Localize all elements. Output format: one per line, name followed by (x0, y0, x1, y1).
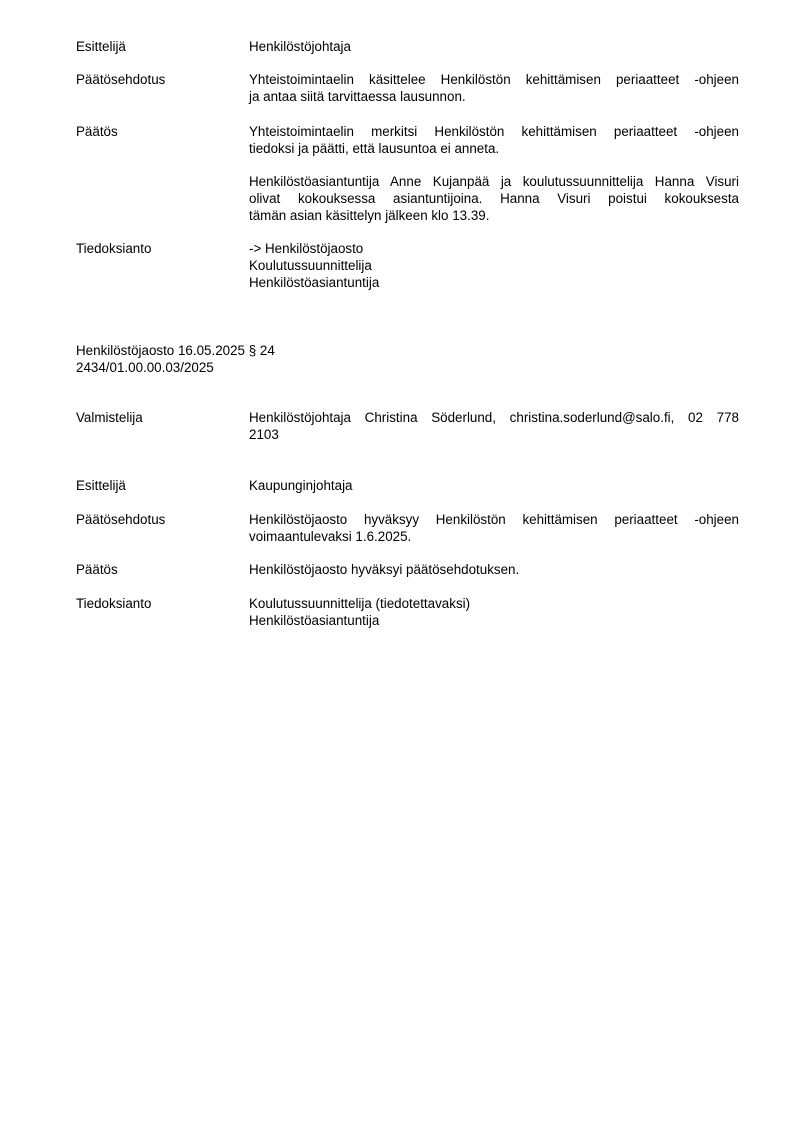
tiedoksianto2-line: Koulutussuunnittelija (tiedotettavaksi) (249, 596, 471, 611)
paatos-value (249, 124, 739, 158)
tiedoksianto-line: -> Henkilöstöjaosto (249, 241, 364, 256)
tiedoksianto-line: Henkilöstöasiantuntija (249, 274, 380, 290)
meeting-header (76, 343, 476, 377)
valmistelija-label: Valmistelija (76, 410, 143, 425)
valmistelija-line: Henkilöstöjohtaja Christina Söderlund, christina.soderlund@salo.fi, 02 778 (249, 410, 739, 425)
paatosehdotus-label: Päätösehdotus (76, 72, 166, 87)
paatosehdotus2-value (249, 512, 739, 546)
paatos2-label: Päätös (76, 562, 118, 577)
meeting-title: Henkilöstöjaosto 16.05.2025 § 24 (76, 343, 275, 358)
tiedoksianto-line: Koulutussuunnittelija (249, 257, 372, 273)
tiedoksianto2-line: Henkilöstöasiantuntija (249, 612, 380, 628)
esittelija-label: Esittelijä (76, 39, 126, 54)
paatos-paragraph1-line: tiedoksi ja päätti, että lausuntoa ei anneta. (249, 140, 500, 156)
tiedoksianto2-label: Tiedoksianto (76, 596, 152, 611)
tiedoksianto2-value (249, 596, 739, 630)
esittelija2-label: Esittelijä (76, 478, 126, 493)
paatosehdotus2-line: voimaantulevaksi 1.6.2025. (249, 528, 412, 544)
valmistelija-line: 2103 (249, 426, 279, 442)
esittelija2-text: Kaupunginjohtaja (249, 478, 353, 493)
valmistelija-value (249, 410, 739, 444)
paatos-paragraph2-line: Henkilöstöasiantuntija Anne Kujanpää ja koulutussuunnittelija Hanna Visuri (249, 174, 739, 189)
tiedoksianto-value (249, 241, 739, 291)
paatos-paragraph2-value (249, 174, 739, 224)
paatosehdotus2-label: Päätösehdotus (76, 512, 166, 527)
paatos-paragraph2-line: tämän asian käsittelyn jälkeen klo 13.39. (249, 207, 490, 223)
tiedoksianto-label: Tiedoksianto (76, 241, 152, 256)
paatos2-text: Henkilöstöjaosto hyväksyi päätösehdotuksen. (249, 562, 520, 577)
paatosehdotus-value (249, 72, 739, 106)
esittelija-value (249, 39, 739, 56)
paatos-paragraph1-line: Yhteistoimintaelin merkitsi Henkilöstön kehittämisen periaatteet -ohjeen (249, 124, 739, 139)
esittelija-text: Henkilöstöjohtaja (249, 39, 351, 54)
paatosehdotus-line: ja antaa siitä tarvittaessa lausunnon. (249, 88, 466, 104)
paatos2-value (249, 562, 739, 579)
paatos-label: Päätös (76, 124, 118, 139)
paatos-paragraph2-line: olivat kokouksessa asiantuntijoina. Hanna Visuri poistui kokouksesta (249, 190, 739, 206)
esittelija2-value (249, 478, 739, 495)
paatosehdotus-line: Yhteistoimintaelin käsittelee Henkilöstön kehittämisen periaatteet -ohjeen (249, 72, 739, 87)
paatosehdotus2-line: Henkilöstöjaosto hyväksyy Henkilöstön kehittämisen periaatteet -ohjeen (249, 512, 739, 527)
case-number: 2434/01.00.00.03/2025 (76, 359, 214, 375)
